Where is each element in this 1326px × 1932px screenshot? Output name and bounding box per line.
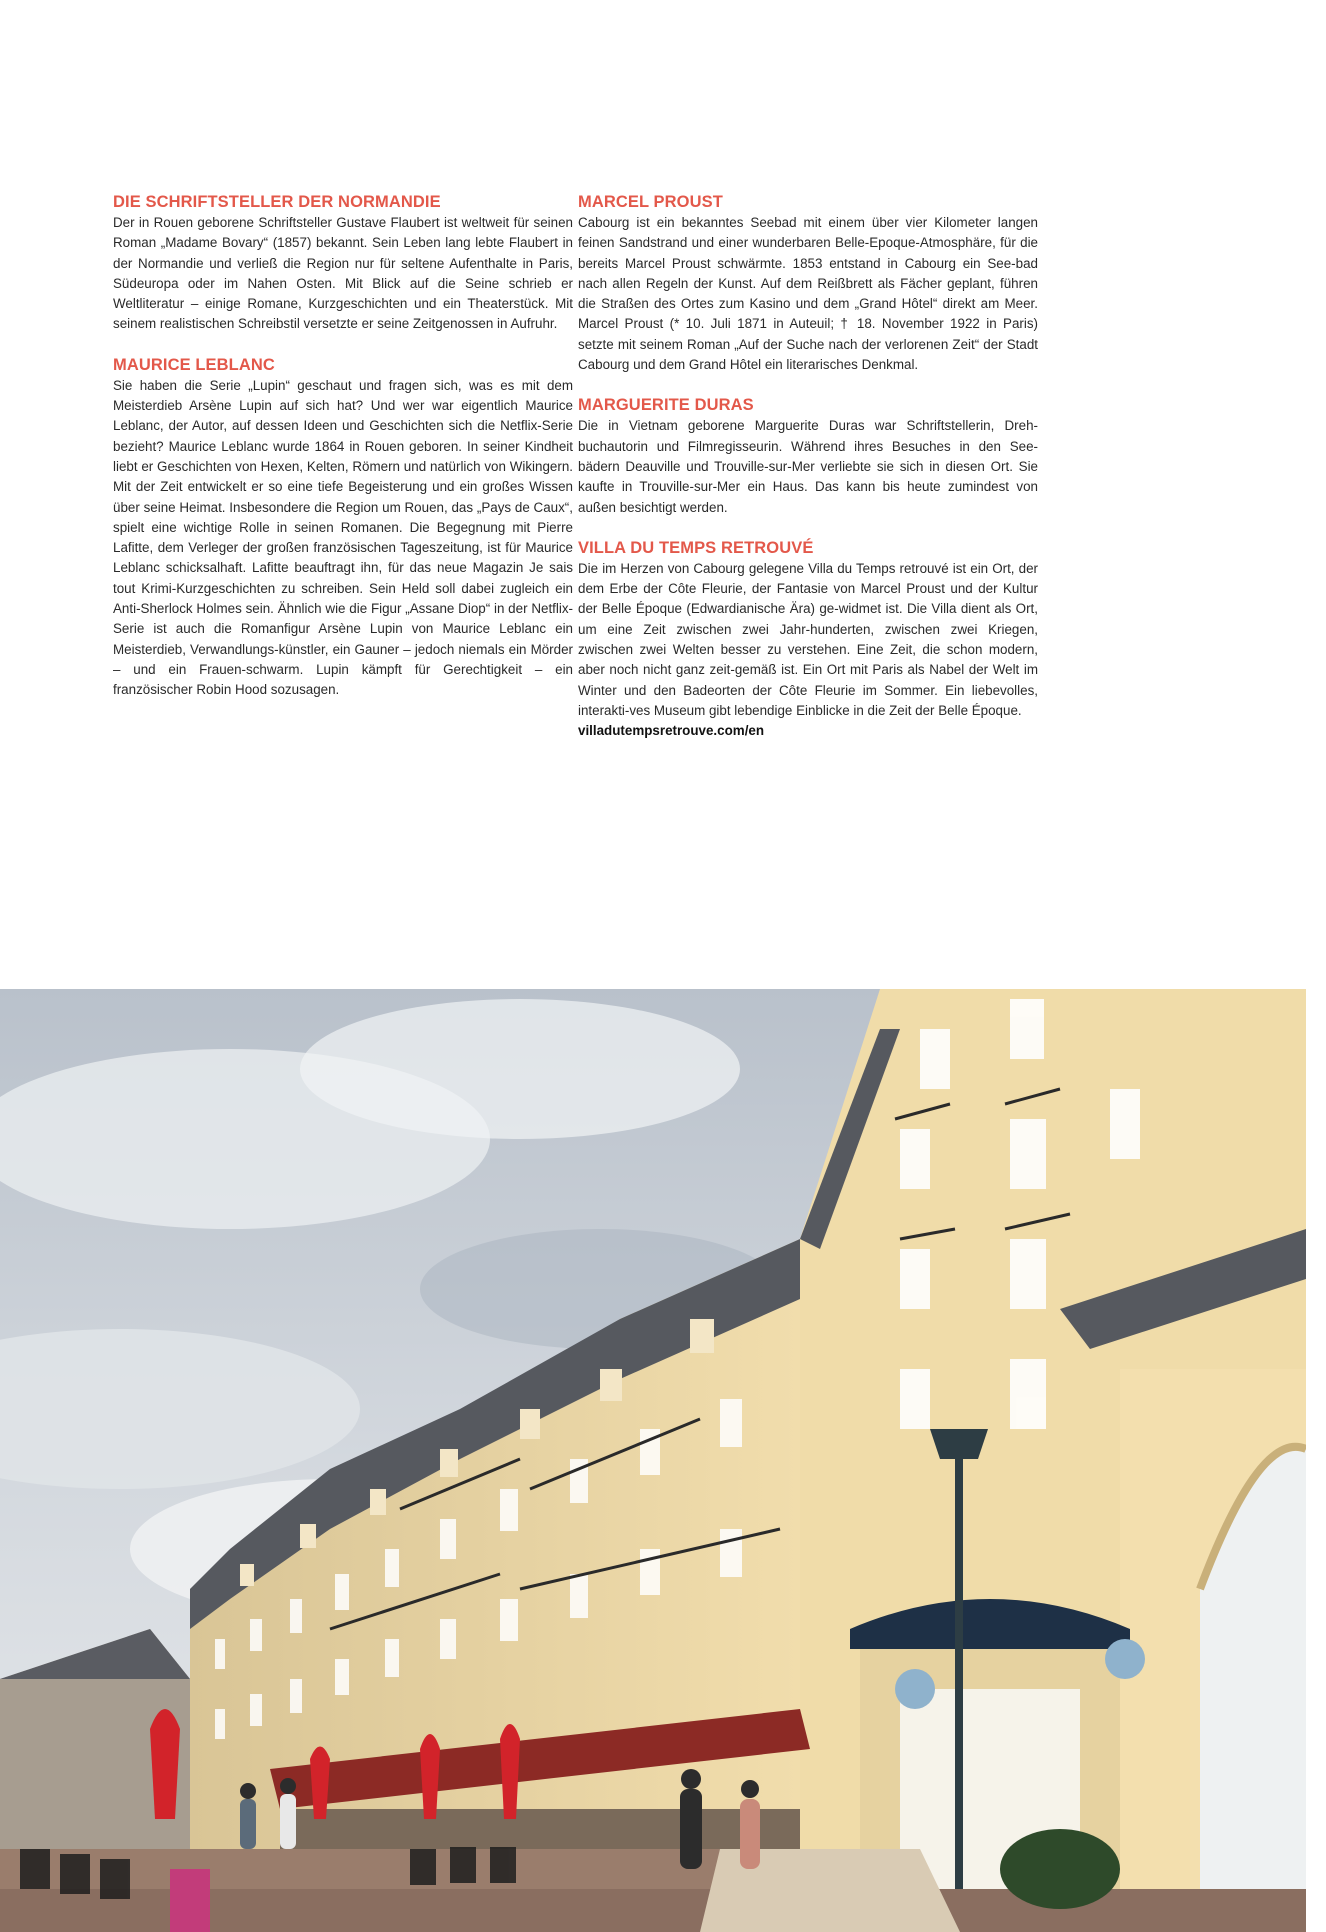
section-flaubert (113, 192, 573, 335)
section-villa (578, 538, 1038, 742)
hotel-illustration (0, 989, 1306, 1932)
section-leblanc (113, 355, 573, 701)
section-heading: MARGUERITE DURAS (578, 396, 754, 415)
section-heading: DIE SCHRIFTSTELLER DER NORMANDIE (113, 193, 441, 211)
right-column (578, 192, 1038, 762)
section-heading: MARCEL PROUST (578, 193, 723, 211)
section-body: Sie haben die Serie „Lupin“ geschaut und fragen sich, was es mit dem Meisterdieb Arsène Lupin auf sich hat? Und wer war eigentlich Maurice Leblanc, der Autor, auf dessen Ideen und Geschichten sich die Netflix-Serie bezieht? Maurice Leblanc wurde 1864 in Rouen geboren. In seiner Kindheit liebt er Geschichten von Hexen, Kelten, Römern und natürlich von Wikingern. Mit der Zeit entwickelt er so eine tiefe Begeisterung und ein großes Wissen über seine Heimat. Insbesondere die Region um Rouen, das „Pays de Caux“, spielt eine wichtige Rolle in seinen Romanen. Die Begegnung mit Pierre Lafitte, dem Verleger der großen französischen Tageszeitung, ist für Maurice Leblanc schicksalhaft. Lafitte beauftragt ihn, für das neue Magazin Je sais tout Krimi-Kurzgeschichten zu schreiben. Sein Held soll dabei zugleich ein Anti-Sherlock Holmes sein. Ähnlich wie die Figur „Assane Diop“ in der Netflix-Serie ist auch die Romanfigur Arsène Lupin von Maurice Leblanc ein Meisterdieb, Verwandlungs-künstler, ein Gauner – jedoch niemals ein Mörder – und ein Frauen-schwarm. Lupin kämpft für Gerechtigkeit – ein französischer Robin Hood sozusagen. (113, 377, 573, 698)
section-body: Die im Herzen von Cabourg gelegene Villa du Temps retrouvé ist ein Ort, der dem Erbe der Côte Fleurie, der Fantasie von Marcel Proust und der Kultur der Belle Époque (Edwardianische Ära) ge-widmet ist. Die Villa dient als Ort, um eine Zeit zwischen zwei Jahr-hunderten, zwischen zwei Kriegen, zwischen zwei Welten besser zu verstehen. Eine Zeit, die schon modern, aber noch nicht ganz zeit-gemäß ist. Ein Ort mit Paris als Nabel der Welt im Winter und den Badeorten der Côte Fleurie im Sommer. Ein liebevolles, interakti-ves Museum gibt lebendige Einblicke in die Zeit der Belle Époque. (578, 560, 1038, 718)
section-duras (578, 395, 1038, 517)
website-link[interactable]: villadutempsretrouve.com/en (578, 723, 765, 739)
section-body: Cabourg ist ein bekanntes Seebad mit einem über vier Kilometer langen feinen Sandstrand und einer wunderbaren Belle-Epoque-Atmosphäre, für die bereits Marcel Proust schwärmte. 1853 entstand in Cabourg ein See-bad nach allen Regeln der Kunst. Auf dem Reißbrett als Fächer geplant, führen die Straßen des Ortes zum Kasino und dem „Grand Hôtel“ direkt am Meer. Marcel Proust (* 10. Juli 1871 in Auteuil; † 18. November 1922 in Paris) setzte mit seinem Roman „Auf der Suche nach der verlorenen Zeit“ der Stadt Cabourg und dem Grand Hôtel ein literarisches Denkmal. (578, 215, 1038, 373)
section-heading: MAURICE LEBLANC (113, 355, 275, 374)
grand-hotel-photo (0, 989, 1306, 1932)
section-body: Der in Rouen geborene Schriftsteller Gustave Flaubert ist weltweit für seinen Roman „Madame Bovary“ (1857) bekannt. Sein Leben lang lebte Flaubert in der Normandie und verließ die Region nur für seltene Aufenthalte in Paris, Südeuropa oder im Nahen Osten. Mit Blick auf die Seine schrieb er Weltliteratur – einige Romane, Kurzgeschichten und ein Theaterstück. Mit seinem realistischen Schreibstil versetzte er seine Zeitgenossen in Aufruhr. (113, 215, 573, 332)
section-proust (578, 192, 1038, 375)
section-body: Die in Vietnam geborene Marguerite Duras war Schriftstellerin, Dreh-buchautorin und Filmregisseurin. Während ihres Besuches in den See-bädern Deauville und Trouville-sur-Mer verliebte sie sich in diesen Ort. Sie kaufte in Trouville-sur-Mer ein Haus. Das kann bis heute zumindest von außen besichtigt werden. (578, 418, 1038, 515)
left-column (113, 192, 573, 721)
section-heading: VILLA DU TEMPS RETROUVÉ (578, 538, 814, 557)
